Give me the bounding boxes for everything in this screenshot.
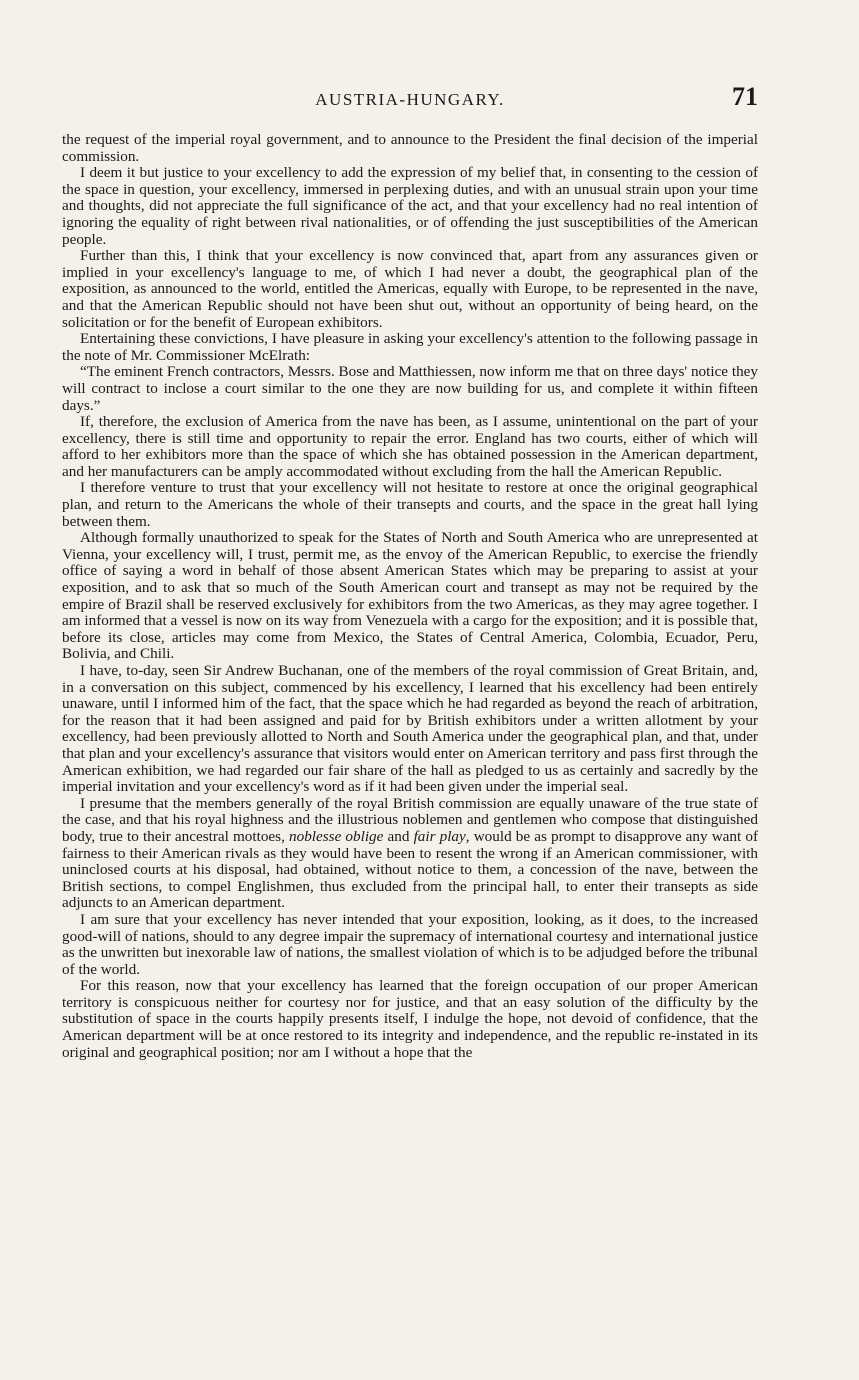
quoted-passage: “The eminent French contractors, Messrs. Bose and Matthiessen, now inform me that on three days' notice they will contract to inclose a court similar to the one they are now building for us, and complete it within fifteen days.” xyxy=(62,363,758,414)
paragraph-text: , would be as prompt to disapprove any want of fairness to their American rivals as they would have been to resent the wrong if an American commissioner, with uninclosed courts at his disposal, had obtained, without notice to them, a concession of the nave, between the British sections, to compel Englishmen, thus excluded from the principal hall, to enter their transepts as side adjuncts to an American department. xyxy=(62,827,759,912)
paragraph: I therefore venture to trust that your excellency will not hesitate to restore at once the original geographical plan, and return to the Americans the whole of their transepts and courts, and the space in the great hall lying between them. xyxy=(62,479,758,530)
italic-motto: fair play xyxy=(413,827,466,845)
italic-motto: noblesse oblige xyxy=(289,827,384,845)
paragraph: Entertaining these convictions, I have pleasure in asking your excellency's attention to the following passage in the note of Mr. Commissioner McElrath: xyxy=(62,330,758,364)
paragraph: I have, to-day, seen Sir Andrew Buchanan, one of the members of the royal commission of Great Britain, and, in a conversation on this subject, commenced by his excellency, I learned that his excellency had been entirely unaware, until I informed him of the fact, that the space which he had regarded as beyond the reach of arbitration, for the reason that it had been assigned and paid for by British exhibitors under a written allotment by your excellency, had been previously allotted to North and South America under the geographical plan, and that, under that plan and your excellency's assurance that visitors would enter on American territory and pass first through the American exhibition, we had regarded our fair share of the hall as pledged to us as certainly and sacredly by the imperial invitation and your excellency's word as if it had been given under the imperial seal. xyxy=(62,662,758,796)
paragraph: For this reason, now that your excellency has learned that the foreign occupation of our proper American territory is conspicuous neither for courtesy nor for justice, and that an easy solution of the difficulty by the substitution of space in the courts happily presents itself, I indulge the hope, not devoid of confidence, that the American department will be at once restored to its integrity and independence, and the republic re-instated in its original and geographical position; nor am I without a hope that the xyxy=(62,977,758,1061)
paragraph-text: and xyxy=(383,827,414,845)
body-text xyxy=(62,132,758,1061)
page-header xyxy=(62,82,758,122)
paragraph xyxy=(62,796,758,912)
paragraph: Although formally unauthorized to speak for the States of North and South America who are unrepresented at Vienna, your excellency will, I trust, permit me, as the envoy of the American Republic, to exercise the friendly office of saying a word in behalf of those absent American States which may be preparing to assist at your exposition, and to ask that so much of the South American court and transept as may not be required by the empire of Brazil shall be reserved exclusively for exhibitors from the two Americas, as they may agree together. I am informed that a vessel is now on its way from Venezuela with a cargo for the exposition; and it is possible that, before its close, articles may come from Mexico, the States of Central America, Colombia, Ecuador, Peru, Bolivia, and Chili. xyxy=(62,529,758,663)
paragraph-text: I presume that the members generally of the royal British commission are equally unaware of the true state of the case, and that his royal highness and the illustrious noblemen and gentlemen who compose that distinguished body, true to their ancestral mottoes, xyxy=(62,794,758,845)
page-number: 71 xyxy=(732,82,758,111)
running-head: AUSTRIA-HUNGARY. xyxy=(315,90,505,109)
paragraph: the request of the imperial royal government, and to announce to the President the final decision of the imperial commission. xyxy=(62,131,758,165)
paragraph: I deem it but justice to your excellency to add the expression of my belief that, in consenting to the cession of the space in question, your excellency, immersed in perplexing duties, and with an unusual strain upon your time and thoughts, did not appreciate the full significance of the act, and that your excellency had no real intention of ignoring the equality of right between rival nationalities, or of offending the just susceptibilities of the American people. xyxy=(62,164,758,248)
paragraph: Further than this, I think that your excellency is now convinced that, apart from any assurances given or implied in your excellency's language to me, of which I had never a doubt, the geographical plan of the exposition, as announced to the world, entitled the Americas, equally with Europe, to be represented in the nave, and that the American Republic should not have been shut out, without an opportunity of being heard, on the solicitation or for the benefit of European exhibitors. xyxy=(62,247,758,331)
paragraph: If, therefore, the exclusion of America from the nave has been, as I assume, unintentional on the part of your excellency, there is still time and opportunity to repair the error. England has two courts, either of which will afford to her exhibitors more than the space of which she has obtained possession in the American department, and her manufacturers can be amply accommodated without excluding from the hall the American Republic. xyxy=(62,413,758,480)
paragraph: I am sure that your excellency has never intended that your exposition, looking, as it does, to the increased good-will of nations, should to any degree impair the supremacy of international courtesy and international justice as the unwritten but inexorable law of nations, the smallest violation of which is to be adjudged before the tribunal of the world. xyxy=(62,910,758,978)
